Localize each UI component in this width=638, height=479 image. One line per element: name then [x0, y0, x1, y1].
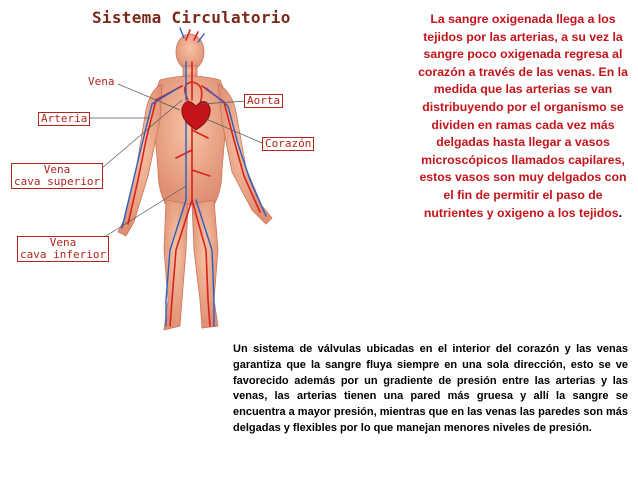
label-vena-cava-inferior-line2: cava inferior [20, 248, 107, 261]
label-arteria [38, 112, 90, 126]
label-corazon [262, 137, 314, 151]
right-paragraph-period: . [618, 205, 623, 220]
label-arteria-text: Arteria [41, 112, 88, 125]
label-vena-cava-inferior [17, 236, 109, 262]
label-aorta-text: Aorta [247, 94, 281, 107]
bottom-paragraph: Un sistema de válvulas ubicadas en el interior del corazón y las venas garantiza que la sangre fluya siempre en una sola dirección, esto se ve favorecido además por un gradiente de presión entre las arterias y las venas, las arterias tienen una pared más gruesa y allí la sangre se encuentra a mayor presión, mientras que en las venas las paredes son más delgadas y flexibles por lo que manejan menores niveles de presión. [233, 343, 628, 434]
label-corazon-text: Corazón [265, 137, 312, 150]
label-vena [88, 76, 115, 88]
label-aorta [244, 94, 283, 108]
figure-title: Sistema Circulatorio [92, 8, 291, 27]
right-paragraph [418, 11, 628, 222]
label-vena-text: Vena [88, 75, 115, 88]
label-vena-cava-superior [11, 163, 103, 189]
label-vena-cava-superior-line1: Vena [43, 163, 71, 176]
label-vena-cava-superior-line2: cava superior [14, 175, 101, 188]
circulatory-system-figure [0, 0, 330, 340]
right-paragraph-text: La sangre oxigenada llega a los tejidos por las arterias, a su vez la sangre poco oxigenada regresa al corazón a través de las venas. En la medida que las arterias se van distribuyendo por el organismo se dividen en ramas cada vez más delgadas hasta llegar a vasos microscópicos llamados capilares, estos vasos son muy delgados con el fin de permitir el paso de nutrientes y oxigeno a los tejidos [418, 12, 628, 220]
body-silhouette [118, 34, 272, 330]
label-vena-cava-inferior-line1: Vena [49, 236, 77, 249]
